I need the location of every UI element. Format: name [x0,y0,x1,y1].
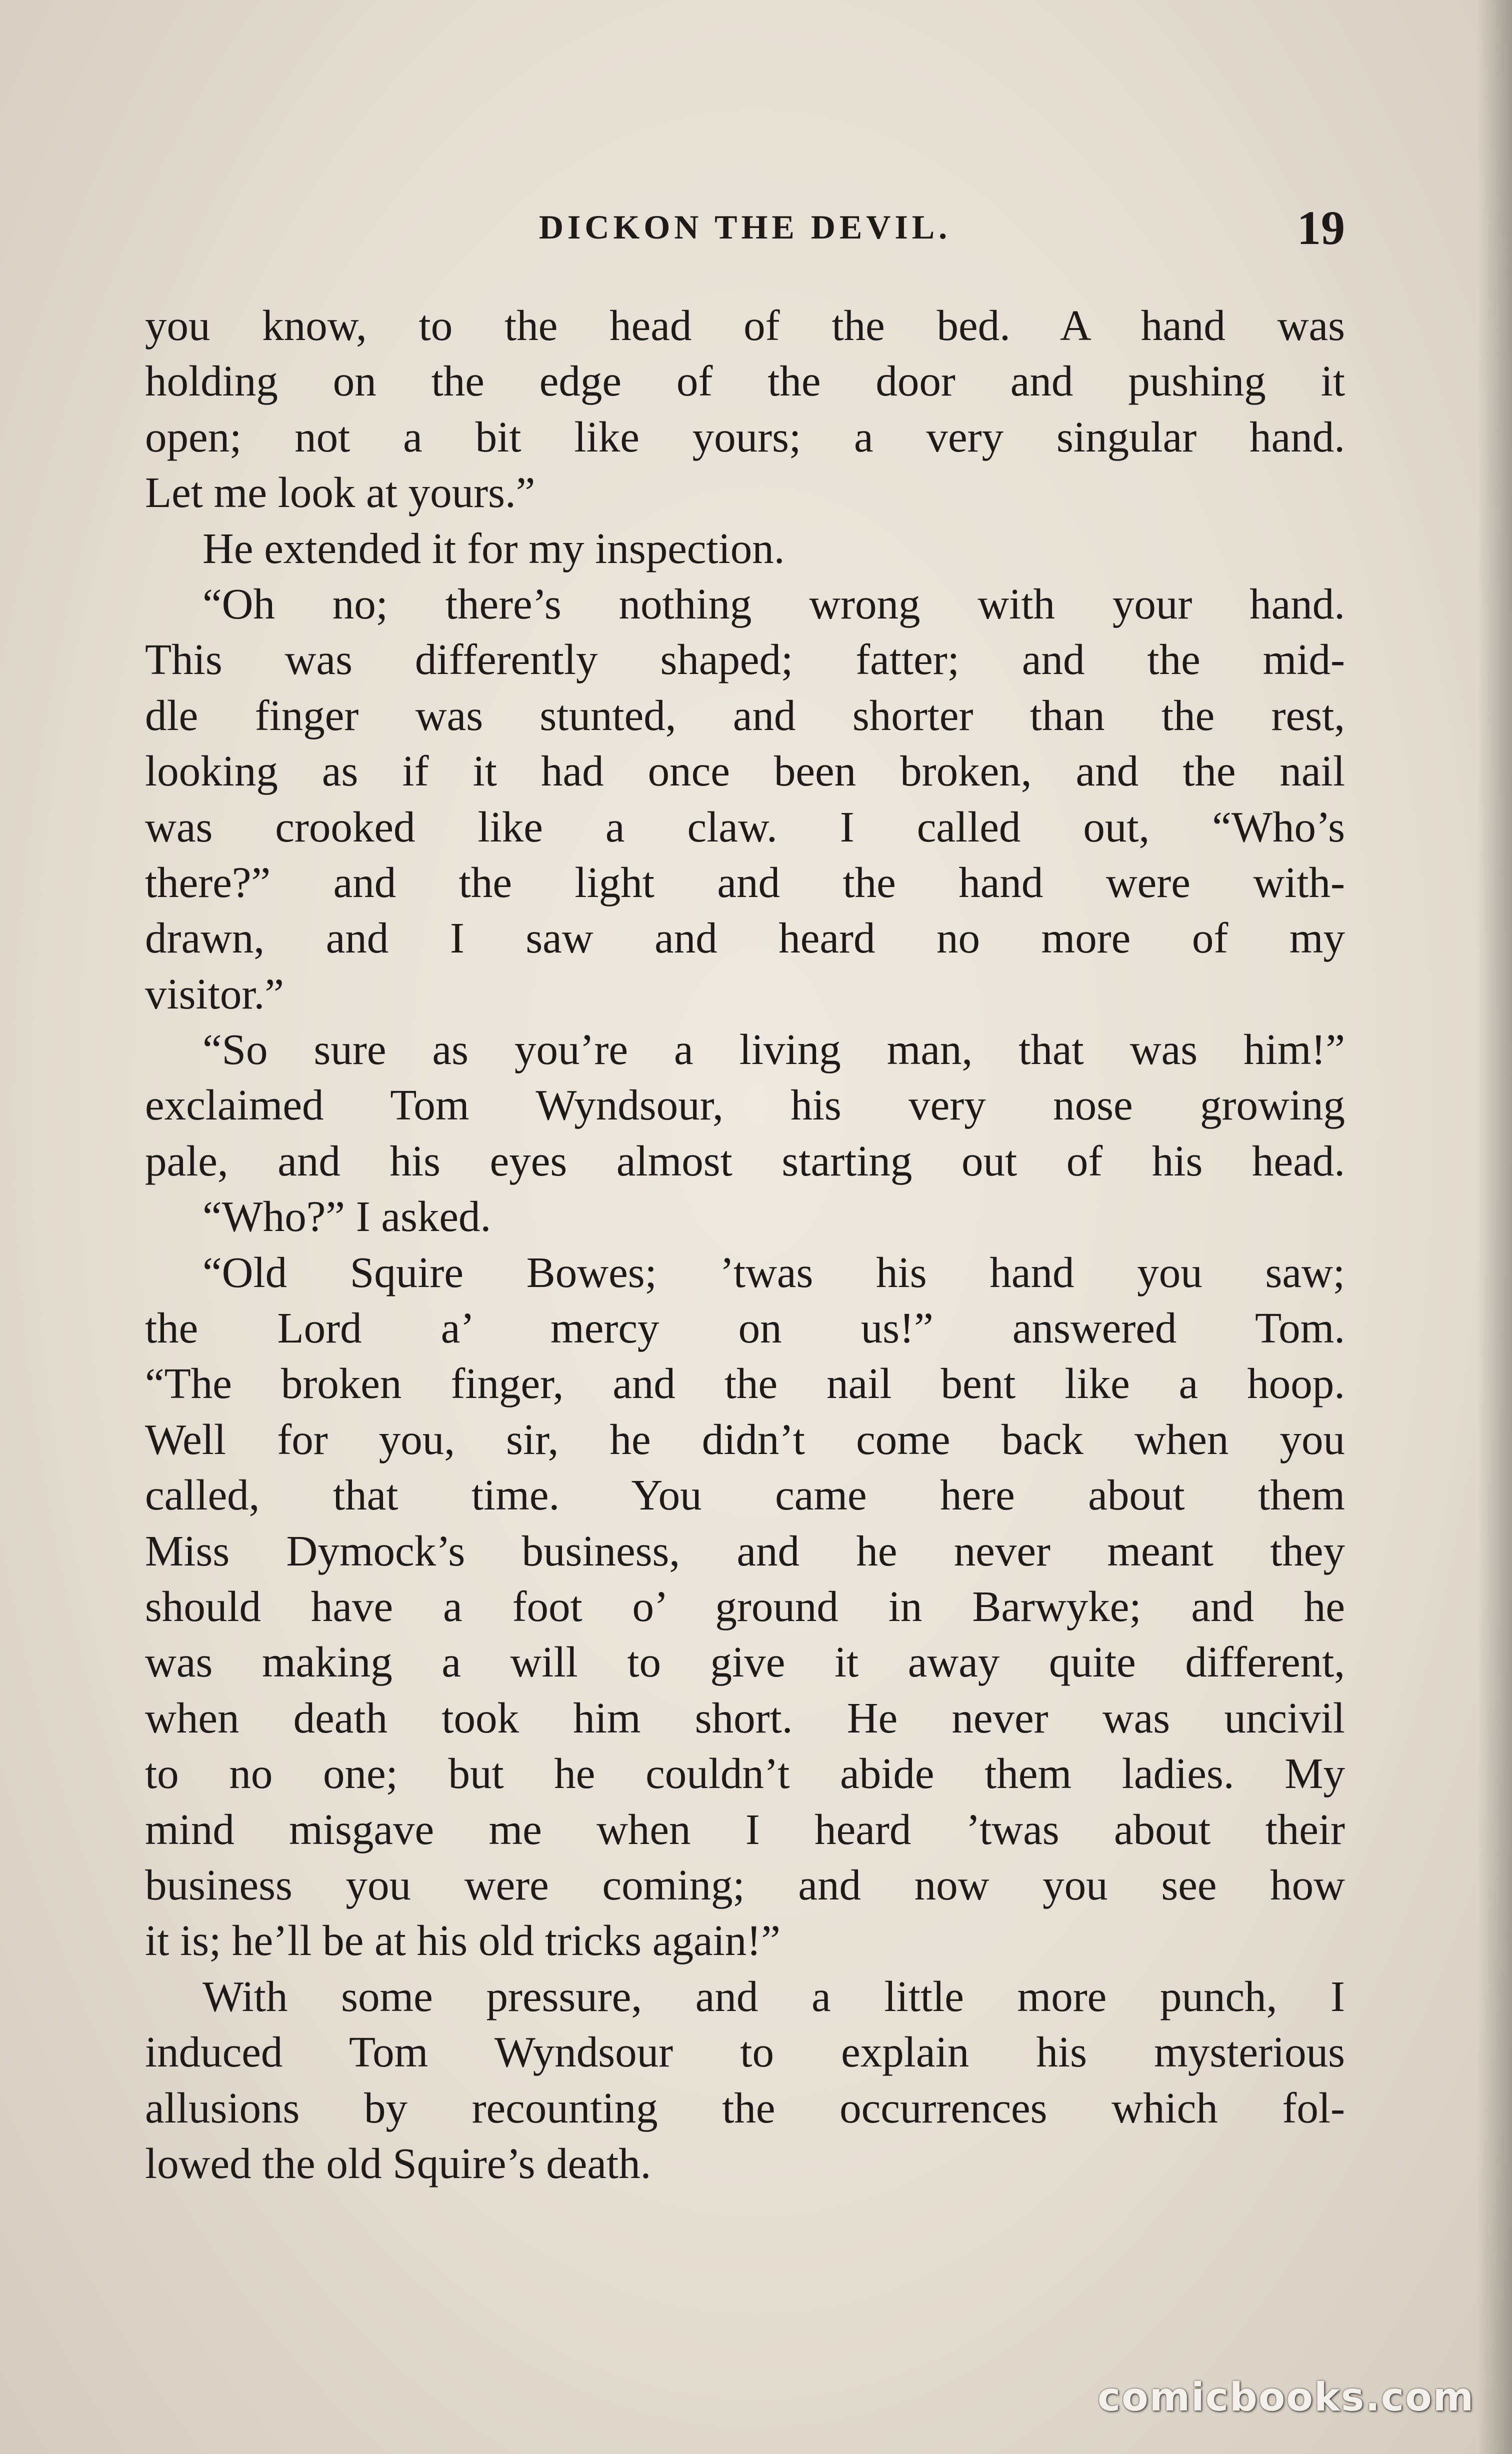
page-edge-shadow [1477,0,1512,2454]
text-line: should have a foot o’ ground in Barwyke; and he [145,1582,1345,1630]
text-line: the Lord a’ mercy on us!” answered Tom. [145,1304,1345,1352]
text-line: Let me look at yours.” [145,468,536,517]
text-line: business you were coming; and now you see how [145,1860,1345,1909]
watermark: comicbooks.com [1097,2375,1474,2420]
text-line: pale, and his eyes almost starting out of his head. [145,1136,1345,1185]
text-line: visitor.” [145,969,284,1018]
text-line: it is; he’ll be at his old tricks again!” [145,1916,780,1965]
text-line: drawn, and I saw and heard no more of my [145,914,1345,962]
text-line: holding on the edge of the door and pushing it [145,356,1345,406]
text-line: was making a will to give it away quite different, [145,1638,1345,1686]
text-line: “Who?” I asked. [202,1192,492,1241]
text-line: allusions by recounting the occurrences which fol- [145,2083,1345,2132]
text-line: mind misgave me when I heard ’twas about their [145,1804,1345,1854]
text-line: dle finger was stunted, and shorter than the rest, [145,690,1345,740]
body-text [145,298,1345,2191]
text-line: “Oh no; there’s nothing wrong with your hand. [202,579,1345,628]
page-header [145,200,1345,260]
text-line: looking as if it had once been broken, and the nail [145,746,1345,796]
text-line: “The broken finger, and the nail bent like a hoop. [145,1359,1345,1408]
text-line: called, that time. You came here about them [145,1470,1345,1520]
text-line: lowed the old Squire’s death. [145,2138,652,2188]
text-line: Well for you, sir, he didn’t come back when you [145,1414,1345,1464]
text-line: “Old Squire Bowes; ’twas his hand you saw; [202,1248,1345,1296]
text-line: “So sure as you’re a living man, that was him!” [202,1025,1345,1074]
text-line: induced Tom Wyndsour to explain his mysterious [145,2028,1345,2076]
text-line: to no one; but he couldn’t abide them ladies. My [145,1749,1345,1798]
text-line: He extended it for my inspection. [202,524,785,572]
text-line: This was differently shaped; fatter; and the mid- [145,635,1345,684]
page-number: 19 [1297,201,1345,254]
text-line: open; not a bit like yours; a very singular hand. [145,412,1345,461]
text-line: you know, to the head of the bed. A hand was [145,301,1345,350]
text-line: there?” and the light and the hand were with- [145,858,1345,906]
text-line: when death took him short. He never was uncivil [145,1693,1345,1742]
running-title: DICKON THE DEVIL. [538,208,952,246]
text-line: With some pressure, and a little more punch, I [202,1972,1345,2020]
text-line: Miss Dymock’s business, and he never meant they [145,1526,1345,1575]
text-line: exclaimed Tom Wyndsour, his very nose growing [145,1080,1345,1130]
text-line: was crooked like a claw. I called out, “Who’s [145,802,1345,851]
